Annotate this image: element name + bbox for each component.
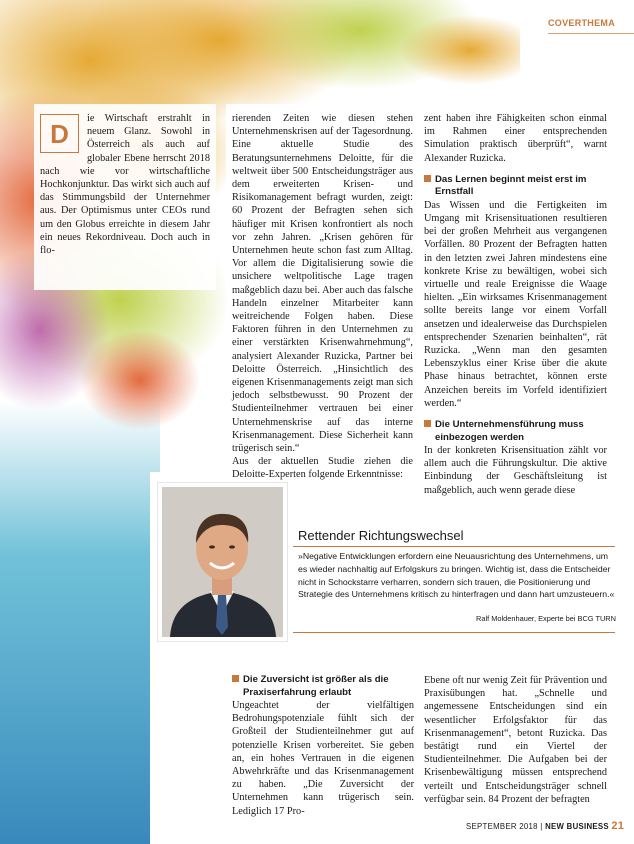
footer-separator: |: [540, 822, 543, 831]
subheading: Die Zuversicht ist größer als die Praxiserfahrung erlaubt: [232, 674, 414, 699]
square-bullet-icon: [424, 420, 431, 427]
page-number: 21: [611, 820, 625, 832]
box-author: Ralf Moldenhauer, Experte bei BCG TURN: [476, 614, 616, 623]
article-column-4: [232, 674, 414, 818]
article-column-1: [40, 112, 210, 257]
box-quote: »Negative Entwicklungen erfordern eine Neuausrichtung des Unternehmens, um es wieder nachhaltig auf Erfolgskurs zu bringen. Wichtig ist, dass die Entscheider nicht in Schockstarre verharren, sondern sich trauen, die Positionierung und Strategie des Unternehmens kritisch zu hinterfragen und dann hart umzusteuern.«: [298, 551, 615, 600]
square-bullet-icon: [232, 675, 239, 682]
portrait-photo: [158, 483, 287, 641]
subheading: Die Unternehmensführung muss einbezogen werden: [424, 419, 607, 444]
body-paragraph: In der konkreten Krisensituation zählt vor allem auch die Führungskultur. Die aktive Einbindung der Geschäftsleitung ist maßgeblich, auch wenn gerade diese: [424, 445, 607, 496]
article-column-5: [424, 674, 607, 806]
body-paragraph: Aus der aktuellen Studie ziehen die Deloitte-Experten folgende Erkenntnisse:: [232, 456, 413, 481]
article-column-2: [232, 112, 413, 482]
lead-paragraph: ie Wirtschaft erstrahlt in neuem Glanz. Sowohl in Österreich als auch auf globaler Ebene herrscht 2018 nach wie vor wirtschaftliche Hochkonjunktur. Das wirkt sich auch auf das Stimmungsbild der Unternehmer aus. Der Optimismus unter CEOs rund um den Globus erreichte in diesem Jahr ein neues Rekordniveau. Doch auch in flo-: [40, 113, 210, 257]
box-title: Rettender Richtungswechsel: [298, 528, 464, 543]
dropcap-letter: D: [50, 118, 69, 149]
subheading: Das Lernen beginnt meist erst im Ernstfall: [424, 174, 607, 199]
body-paragraph: Das Wissen und die Fertigkeiten im Umgang mit Krisensituationen resultieren bei der großen Mehrheit aus vergangenen Vorfällen. 80 Prozent der Befragten hatten in den letzten zwei Jahren mindestens eine konkrete Krise zu bewältigen, wobei sich virtuelle und reale Ereignisse die Waage hielten. „Ein wirksames Krisenmanagement sollte bereits lange vor einem Vorfall ansetzen und idealerweise das Durchspielen entsprechender Szenarien beinhalten“, rät Ruzicka. „Wenn man den gesamten Lebenszyklus einer Krise über die akute Phase hinaus betrachtet, können erste Anzeichen bereits im Vorfeld identifiziert werden.“: [424, 199, 607, 409]
square-bullet-icon: [424, 175, 431, 182]
dropcap-box: [40, 114, 79, 153]
body-paragraph: zent haben ihre Fähigkeiten schon einmal im Rahmen einer entsprechenden Simulation praktisch überprüft“, warnt Alexander Ruzicka.: [424, 113, 607, 164]
body-paragraph: Ungeachtet der vielfältigen Bedrohungspotenziale fühlt sich der Großteil der Studienteilnehmer gut auf potenzielle Krisen vorbereitet. Sie geben an, ein hohes Vertrauen in die eigenen Abwehrkräfte und das Krisenmanagement zu haben. „Die Zuversicht der Unternehmen kann trügerisch sein. Lediglich 17 Pro-: [232, 700, 414, 817]
section-tag: COVERTHEMA: [548, 18, 616, 28]
section-tag-divider: [548, 33, 634, 34]
body-paragraph: rierenden Zeiten wie diesen stehen Unternehmenskrisen auf der Tagesordnung. Eine aktuelle Studie des Beratungsunternehmens Deloitte, für die weltweit über 500 Entscheidungsträger aus dem erweiterten Krisen- und Risikomanagement befragt wurden, zeigt: 60 Prozent der Befragten sehen sich häufiger mit Krisen konfrontiert als noch vor zehn Jahren. „Krisen gehören für Unternehmen heute schon fast zum Alltag. Vor allem die Digitalisierung sowie die unsichere weltpolitische Lage tragen maßgeblich dazu bei. Aber auch das falsche Handeln einzelner Mitarbeiter kann weitreichende Folgen haben. Diese Faktoren führen in den Unternehmen zu einer verstärkten Krisenwahrnehmung“, analysiert Alexander Ruzicka, Partner bei Deloitte Österreich. „Hinsichtlich des eigenen Krisenmanagements zeigt man sich jedoch selbstbewusst. 90 Prozent der Studienteilnehmer vertrauen bei einer Unternehmenskrise auf das interne Krisenmanagement. Diese Sicherheit kann trügerisch sein.“: [232, 113, 413, 455]
box-bottom-divider: [293, 632, 615, 633]
body-paragraph: Ebene oft nur wenig Zeit für Prävention und Praxisübungen hat. „Schnelle und angemessene Entscheidungen sind ein wesentlicher Erfolgsfaktor für das Krisenmanagement“, betont Ruzicka. Das bestätigt rund ein Viertel der Studienteilnehmer. Die Aufgaben bei der Krisenbewältigung müssen entsprechend verteilt und Entscheidungsträger schnell verfügbar sein. 84 Prozent der befragten: [424, 675, 607, 805]
box-title-divider: [293, 546, 615, 547]
page-footer: [466, 820, 624, 832]
portrait-illustration: [162, 487, 283, 637]
magazine-name: NEW BUSINESS: [545, 822, 609, 831]
issue-date: SEPTEMBER 2018: [466, 822, 538, 831]
article-column-3: [424, 112, 607, 497]
